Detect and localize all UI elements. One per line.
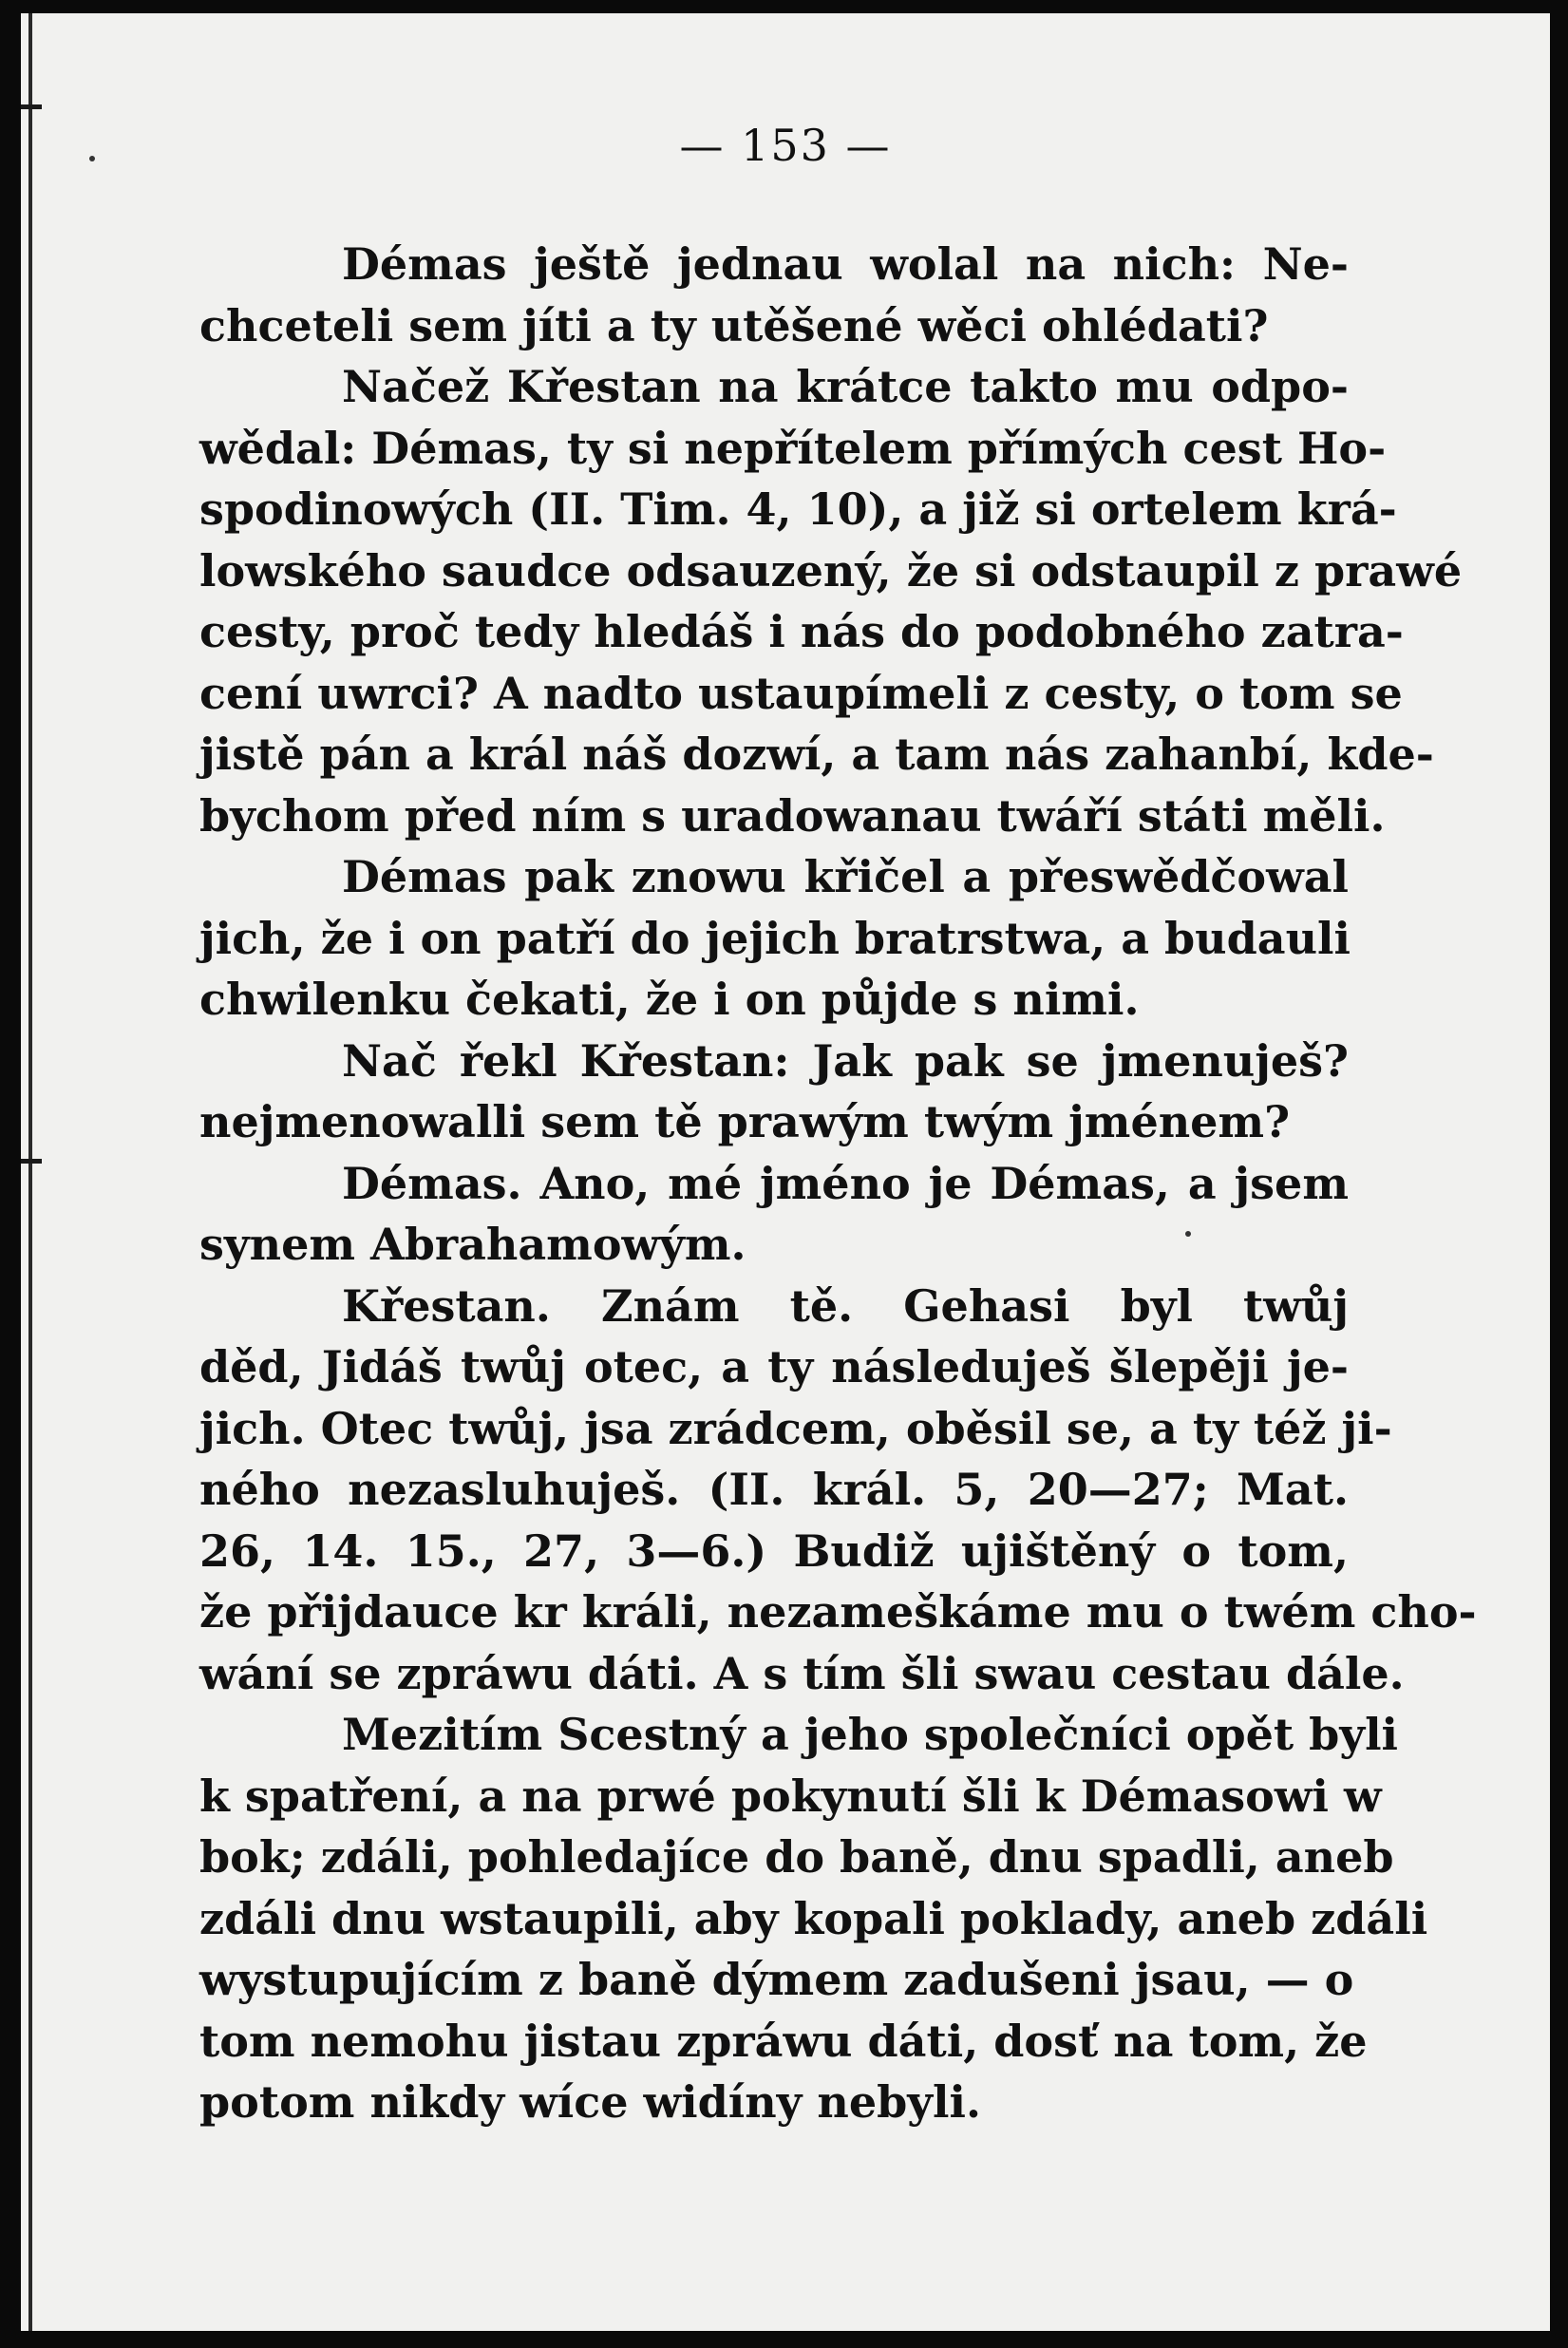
text-line: zdáli dnu wstaupili, aby kopali poklady, aneb zdáli (199, 1892, 1428, 1944)
text-line: Nač řekl Křestan: Jak pak se jmenuješ? (342, 1034, 1349, 1087)
text-line: Křestan. Znám tě. Gehasi byl twůj (342, 1279, 1349, 1332)
text-line: bok; zdáli, pohledajíce do baně, dnu spadli, aneb (199, 1831, 1394, 1883)
text-line: tom nemohu jistau zpráwu dáti, dosť na tom, že (199, 2015, 1368, 2067)
text-line: spodinowých (II. Tim. 4, 10), a již si ortelem krá- (199, 483, 1397, 535)
text-line: wání se zpráwu dáti. A s tím šli swau cestau dále. (199, 1647, 1405, 1699)
book-page (21, 13, 1550, 2331)
text-line: děd, Jidáš twůj otec, a ty následuješ šlepěji je- (199, 1341, 1349, 1392)
text-line: Démas. Ano, mé jméno je Démas, a jsem (342, 1157, 1349, 1209)
text-line: chwilenku čekati, že i on půjde s nimi. (199, 974, 1140, 1025)
paper-speck (1185, 1231, 1191, 1237)
text-line: Mezitím Scestný a jeho společníci opět byli (342, 1709, 1399, 1760)
text-line: wystupujícím z baně dýmem zadušeni jsau, — o (199, 1954, 1354, 2005)
text-line: potom nikdy wíce widíny nebyli. (199, 2076, 981, 2128)
page-number: — 153 — (679, 120, 892, 171)
text-line: jich, že i on patří do jejich bratrstwa, a budauli (199, 912, 1351, 964)
paper-speck (89, 156, 95, 161)
gutter-line (28, 13, 32, 2331)
text-line: wědal: Démas, ty si nepřítelem přímých cest Ho- (199, 422, 1387, 474)
text-line: Démas pak znowu křičel a přeswědčowal (342, 851, 1349, 902)
text-line: Načež Křestan na krátce takto mu odpo- (342, 361, 1349, 412)
text-line: jistě pán a král náš dozwí, a tam nás zahanbí, kde- (199, 729, 1434, 780)
gutter-mark (21, 1159, 42, 1164)
text-line: chceteli sem jíti a ty utěšené wěci ohlédati? (199, 299, 1269, 351)
text-line: k spatření, a na prwé pokynutí šli k Démasowi w (199, 1770, 1382, 1822)
text-line: cení uwrci? A nadto ustaupímeli z cesty, o tom se (199, 667, 1403, 719)
text-line: že přijdauce kr králi, nezameškáme mu o twém cho- (199, 1586, 1477, 1638)
text-line: synem Abrahamowým. (199, 1219, 746, 1270)
body-text (199, 234, 1477, 2133)
text-line: ného nezasluhuješ. (II. král. 5, 20—27; Mat. (199, 1464, 1349, 1515)
text-line: lowského saudce odsauzený, že si odstaupil z prawé (199, 544, 1463, 596)
binding-gutter (21, 13, 59, 2331)
text-line: bychom před ním s uradowanau twáří státi měli. (199, 789, 1386, 842)
gutter-mark (21, 104, 42, 109)
text-line: cesty, proč tedy hledáš i nás do podobného zatra- (199, 606, 1404, 657)
text-line: 26, 14. 15., 27, 3—6.) Budiž ujištěný o tom, (199, 1524, 1349, 1577)
text-line: jich. Otec twůj, jsa zrádcem, oběsil se, a ty též ji- (199, 1402, 1392, 1454)
text-line: nejmenowalli sem tě prawým twým jménem? (199, 1096, 1291, 1147)
text-line: Démas ještě jednau wolal na nich: Ne- (342, 238, 1349, 290)
